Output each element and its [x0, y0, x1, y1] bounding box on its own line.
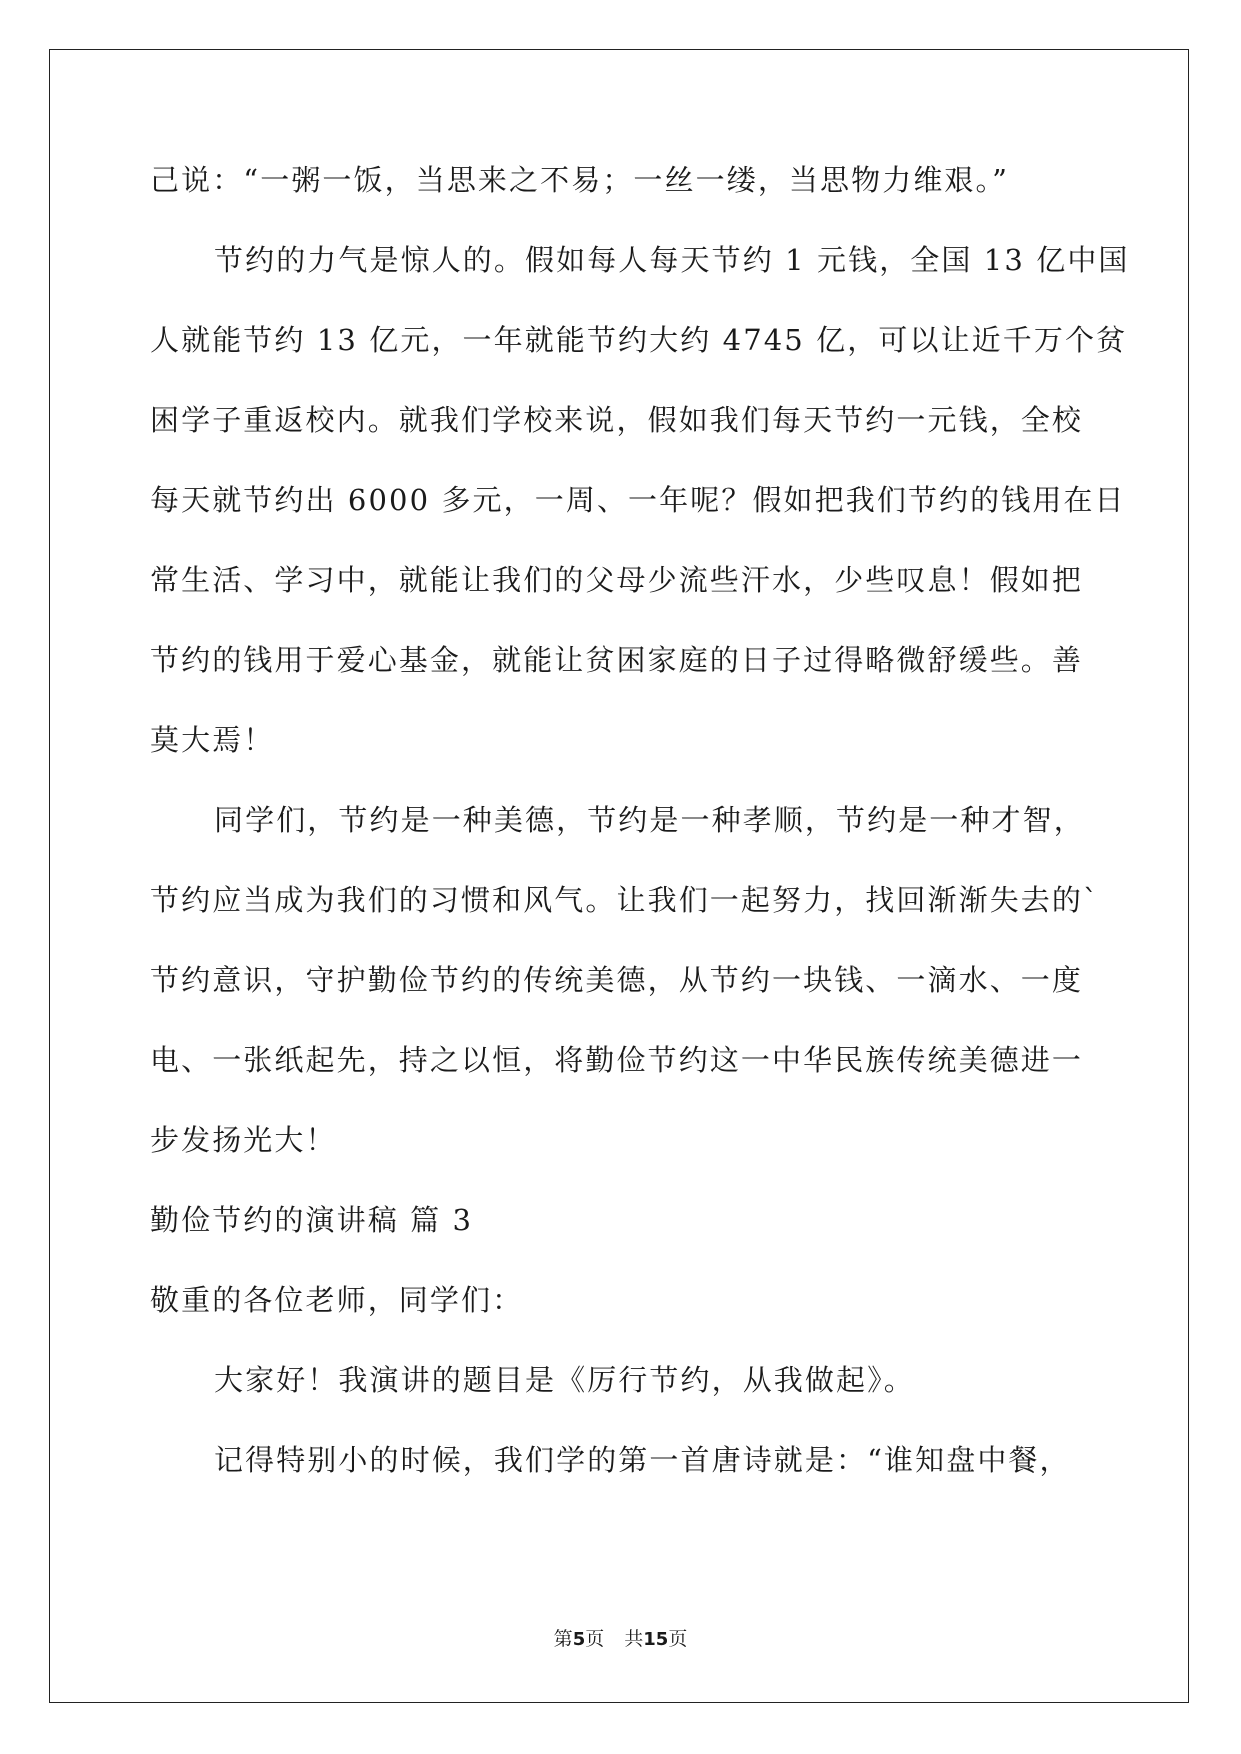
- text-line: 困学子重返校内。就我们学校来说，假如我们每天节约一元钱，全校: [150, 403, 1084, 437]
- paragraph-start-line: 大家好！我演讲的题目是《厉行节约，从我做起》。: [214, 1363, 915, 1397]
- text-line: 常生活、学习中，就能让我们的父母少流些汗水，少些叹息！假如把: [150, 563, 1084, 597]
- text-line: 己说：“一粥一饭，当思来之不易；一丝一缕，当思物力维艰。”: [150, 163, 1010, 197]
- page-footer: [0, 1627, 1241, 1652]
- footer-page-number: 5: [572, 1629, 586, 1650]
- text-line: 节约应当成为我们的习惯和风气。让我们一起努力，找回渐渐失去的`: [150, 883, 1100, 917]
- footer-total-pages: 15: [643, 1629, 669, 1650]
- document-body: [150, 140, 1130, 1500]
- text-line: 步发扬光大！: [150, 1123, 337, 1157]
- footer-total-prefix: 共: [624, 1628, 644, 1650]
- paragraph-start-line: 节约的力气是惊人的。假如每人每天节约 1 元钱，全国 13 亿中国: [214, 243, 1130, 277]
- text-line: 节约的钱用于爱心基金，就能让贫困家庭的日子过得略微舒缓些。善: [150, 643, 1084, 677]
- text-line: 每天就节约出 6000 多元，一周、一年呢？假如把我们节约的钱用在日: [150, 483, 1126, 517]
- salutation: 敬重的各位老师，同学们：: [150, 1283, 524, 1317]
- text-line: 节约意识，守护勤俭节约的传统美德，从节约一块钱、一滴水、一度: [150, 963, 1084, 997]
- footer-prefix: 第: [553, 1628, 573, 1650]
- footer-total-suffix: 页: [668, 1628, 688, 1650]
- text-line: 莫大焉！: [150, 723, 275, 757]
- text-line: 电、一张纸起先，持之以恒，将勤俭节约这一中华民族传统美德进一: [150, 1043, 1084, 1077]
- paragraph-start-line: 同学们，节约是一种美德，节约是一种孝顺，节约是一种才智，: [214, 803, 1085, 837]
- paragraph-start-line: 记得特别小的时候，我们学的第一首唐诗就是：“谁知盘中餐，: [214, 1443, 1071, 1477]
- section-heading: 勤俭节约的演讲稿 篇 3: [150, 1203, 474, 1237]
- footer-page-suffix: 页: [585, 1628, 605, 1650]
- text-line: 人就能节约 13 亿元，一年就能节约大约 4745 亿，可以让近千万个贫: [150, 323, 1128, 357]
